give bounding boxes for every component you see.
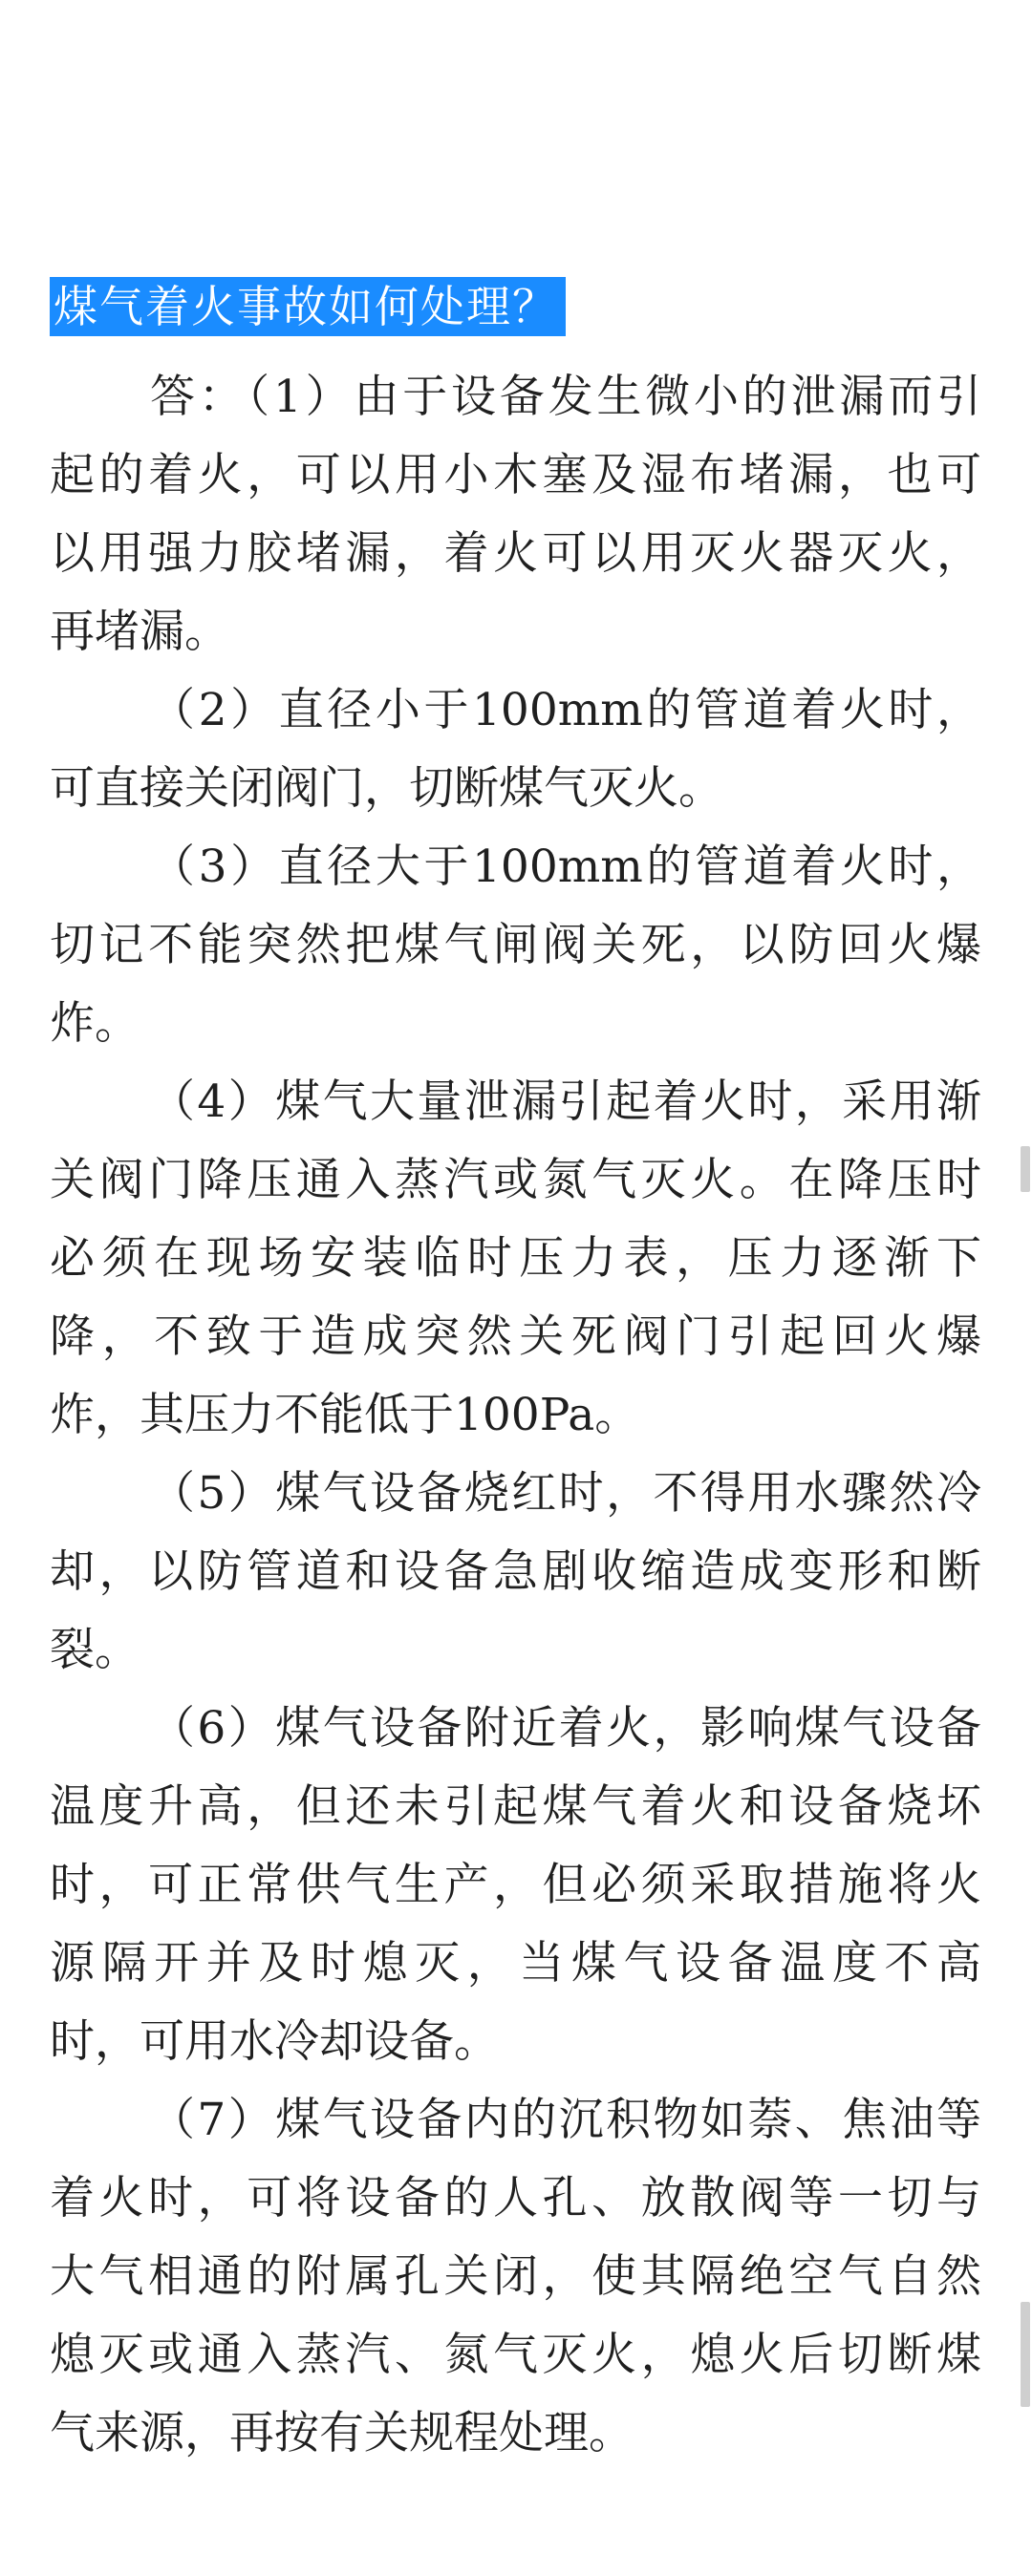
text-line: （4）煤气大量泄漏引起着火时，采用渐	[150, 1075, 981, 1128]
text-line: 关阀门降压通入蒸汽或氮气灭火。在降压时	[50, 1154, 981, 1206]
text-line: 源隔开并及时熄灭，当煤气设备温度不高	[50, 1937, 981, 1990]
text-line: 大气相通的附属孔关闭，使其隔绝空气自然	[50, 2250, 981, 2303]
text-line: （7）煤气设备内的沉积物如萘、焦油等	[150, 2094, 981, 2146]
question-title[interactable]: 煤气着火事故如何处理？	[50, 277, 566, 336]
text-line: （3）直径大于100mm的管道着火时，	[150, 841, 981, 893]
text-line: 以用强力胶堵漏，着火可以用灭火器灭火，	[50, 527, 981, 580]
text-line: 温度升高，但还未引起煤气着火和设备烧坏	[50, 1780, 981, 1833]
scroll-indicator	[1021, 1146, 1030, 1192]
text-line: 可直接关闭阀门，切断煤气灭火。	[50, 762, 723, 815]
text-line: 炸。	[50, 997, 140, 1050]
text-line: 切记不能突然把煤气闸阀关死，以防回火爆	[50, 919, 981, 971]
text-line: 熄灭或通入蒸汽、氮气灭火，熄火后切断煤	[50, 2329, 981, 2381]
text-line: 再堵漏。	[50, 606, 229, 658]
text-line: 时，可用水冷却设备。	[50, 2015, 499, 2068]
text-line: 必须在现场安装临时压力表，压力逐渐下	[50, 1232, 981, 1285]
text-line: 却，以防管道和设备急剧收缩造成变形和断	[50, 1545, 981, 1598]
text-line: 着火时，可将设备的人孔、放散阀等一切与	[50, 2172, 981, 2225]
text-line: 起的着火，可以用小木塞及湿布堵漏，也可	[50, 449, 981, 501]
text-line: 气来源，再按有关规程处理。	[50, 2407, 634, 2459]
text-line: （2）直径小于100mm的管道着火时，	[150, 684, 981, 736]
text-line: 裂。	[50, 1624, 140, 1676]
text-line: 时，可正常供气生产，但必须采取措施将火	[50, 1859, 981, 1911]
scroll-indicator	[1021, 2302, 1030, 2407]
text-line: 炸，其压力不能低于100Pa。	[50, 1389, 640, 1441]
text-line: 答：（1）由于设备发生微小的泄漏而引	[150, 371, 981, 423]
text-line: 降，不致于造成突然关死阀门引起回火爆	[50, 1310, 981, 1363]
text-line: （6）煤气设备附近着火，影响煤气设备	[150, 1702, 981, 1755]
answer-body	[50, 358, 981, 2473]
text-line: （5）煤气设备烧红时，不得用水骤然冷	[150, 1467, 981, 1520]
